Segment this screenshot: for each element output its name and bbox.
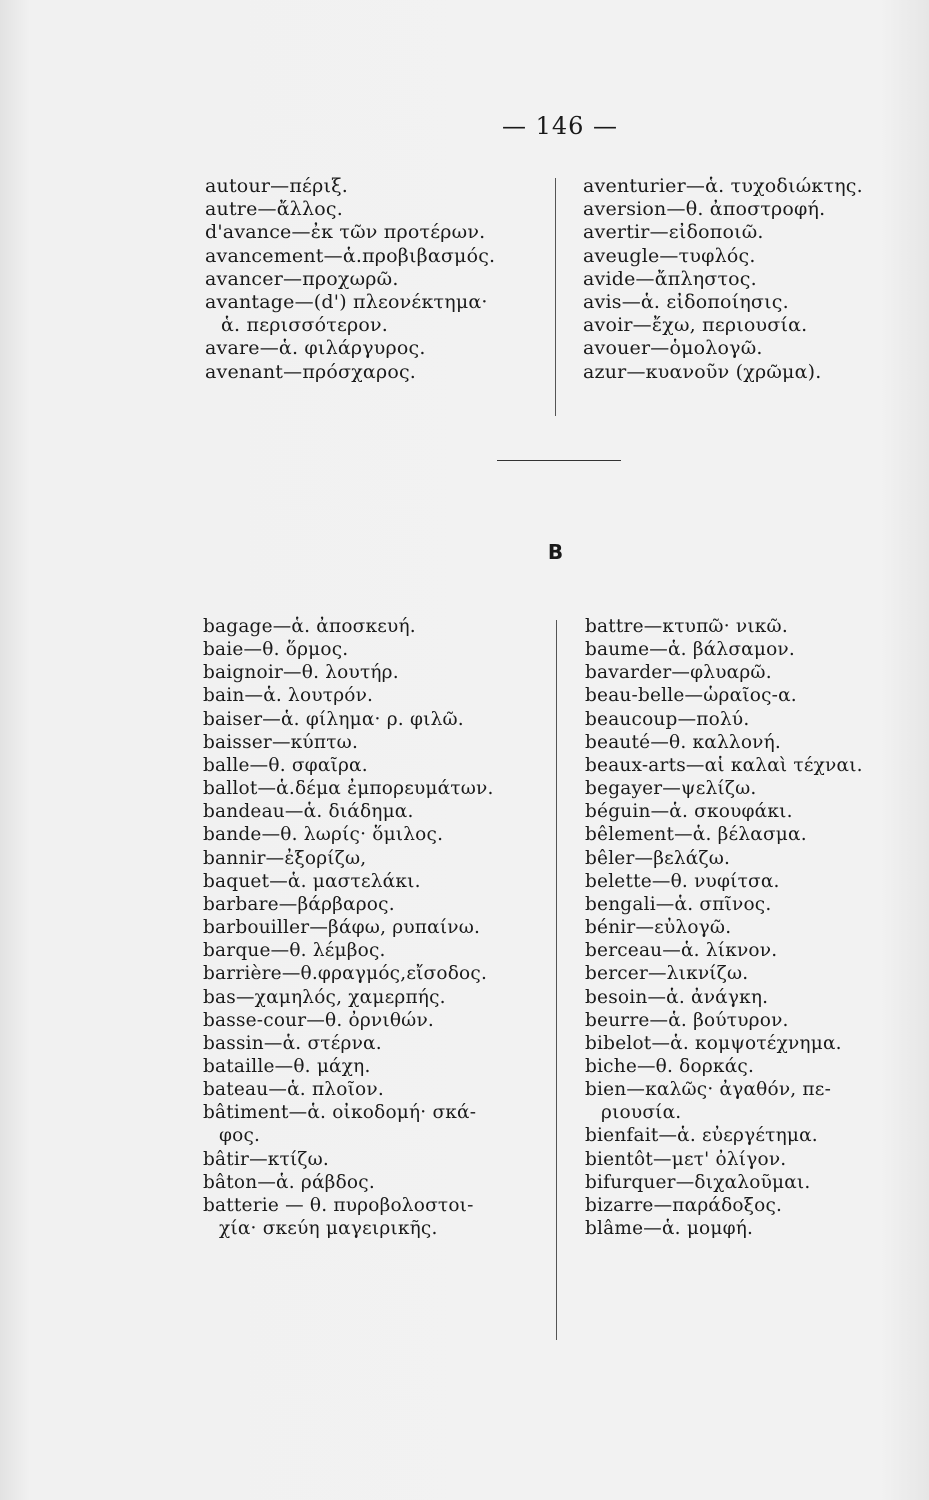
dictionary-entry: baie—θ. ὅρμος. <box>203 639 349 661</box>
column-divider <box>556 620 557 1340</box>
dictionary-entry: bêlement—ἁ. βέλασμα. <box>585 824 807 846</box>
dictionary-entry: avenant—πρόσχαρος. <box>205 360 417 383</box>
dictionary-entry: bâtir—κτίζω. <box>203 1148 330 1170</box>
dictionary-entry: barrière—θ.φραγμός,εἴσοδος. <box>203 963 488 985</box>
dictionary-entry: batterie — θ. πυροβολοστοι- <box>203 1194 474 1216</box>
dictionary-entry-continuation: ριουσία. <box>601 1102 682 1124</box>
dictionary-entry: beurre—ἁ. βούτυρον. <box>585 1009 789 1031</box>
dictionary-entry: avis—ἁ. εἰδοποίησις. <box>583 291 789 314</box>
dictionary-entry: avide—ἄπληστος. <box>583 267 757 290</box>
dictionary-entry: bannir—ἐξορίζω, <box>203 847 367 869</box>
dictionary-entry: begayer—ψελίζω. <box>585 778 757 800</box>
dictionary-entry: beaucoup—πολύ. <box>585 708 750 730</box>
dictionary-entry: bas—χαμηλός, χαμερπής. <box>203 986 446 1008</box>
dictionary-entry-continuation: φος. <box>219 1125 261 1147</box>
dictionary-entry: battre—κτυπῶ· νικῶ. <box>585 616 788 637</box>
dictionary-entry: bifurquer—διχαλοῦμαι. <box>585 1171 811 1193</box>
dictionary-entry: bavarder—φλυαρῶ. <box>585 662 772 684</box>
dictionary-entry: bien—καλῶς· ἀγαθόν, πε- <box>585 1079 832 1101</box>
dictionary-entry: beau-belle—ὡραῖος-α. <box>585 685 797 707</box>
dictionary-entry: blâme—ἁ. μομφή. <box>585 1218 754 1240</box>
dictionary-entry: bienfait—ἁ. εὐεργέτημα. <box>585 1125 818 1147</box>
dictionary-entry: azur—κυανοῦν (χρῶμα). <box>583 360 822 383</box>
column-a-left <box>205 175 495 384</box>
section-heading: B <box>547 540 563 564</box>
dictionary-entry: baisser—κύπτω. <box>203 731 359 753</box>
dictionary-entry: bizarre—παράδοξος. <box>585 1194 783 1216</box>
dictionary-entry: beaux-arts—αἱ καλαὶ τέχναι. <box>585 754 863 776</box>
dictionary-entry: aveugle—τυφλός. <box>583 244 756 267</box>
dictionary-entry: bénir—εὐλογῶ. <box>585 917 732 939</box>
dictionary-entry: aversion—θ. ἀποστροφή. <box>583 198 826 221</box>
dictionary-entry: barbare—βάρβαρος. <box>203 893 395 915</box>
dictionary-entry: basse-cour—θ. ὀρνιθών. <box>203 1009 434 1031</box>
dictionary-entry: aventurier—ἁ. τυχοδιώκτης. <box>583 175 863 197</box>
dictionary-entry: bandeau—ἁ. διάδημα. <box>203 801 414 823</box>
dictionary-entry: avare—ἁ. φιλάργυρος. <box>205 337 426 360</box>
dictionary-entry: besoin—ἁ. ἀνάγκη. <box>585 986 769 1008</box>
page-number: — 146 — <box>501 112 619 140</box>
dictionary-entry: avantage—(d') πλεονέκτημα· <box>205 291 488 314</box>
dictionary-entry: bengali—ἁ. σπῖνος. <box>585 893 772 915</box>
dictionary-entry: avouer—ὁμολογῶ. <box>583 337 763 360</box>
dictionary-entry: bêler—βελάζω. <box>585 847 731 869</box>
column-b-left <box>203 615 494 1240</box>
dictionary-entry: béguin—ἁ. σκουφάκι. <box>585 801 793 823</box>
dictionary-entry: beauté—θ. καλλονή. <box>585 731 781 753</box>
dictionary-entry: avertir—εἰδοποιῶ. <box>583 221 764 244</box>
dictionary-entry: bagage—ἁ. ἀποσκευή. <box>203 616 416 637</box>
dictionary-entry: bataille—θ. μάχη. <box>203 1055 371 1077</box>
dictionary-entry: bâtiment—ἁ. οἰκοδομή· σκά- <box>203 1102 477 1124</box>
dictionary-entry-continuation: ἁ. περισσότερον. <box>221 314 388 337</box>
dictionary-entry: belette—θ. νυφίτσα. <box>585 870 780 892</box>
dictionary-entry: autre—ἄλλος. <box>205 198 343 221</box>
dictionary-entry: ballot—ἁ.δέμα ἐμπορευμάτων. <box>203 778 494 800</box>
column-a-right <box>583 175 863 384</box>
dictionary-entry: avancement—ἁ.προβιβασμός. <box>205 244 496 267</box>
dictionary-entry: bâton—ἁ. ράβδος. <box>203 1171 375 1193</box>
dictionary-entry: bateau—ἁ. πλοῖον. <box>203 1079 384 1101</box>
section-separator <box>497 460 621 461</box>
dictionary-entry: baume—ἁ. βάλσαμον. <box>585 639 795 661</box>
dictionary-entry: barbouiller—βάφω, ρυπαίνω. <box>203 917 481 939</box>
column-divider <box>555 178 556 416</box>
dictionary-entry: bassin—ἁ. στέρνα. <box>203 1032 382 1054</box>
dictionary-entry: barque—θ. λέμβος. <box>203 940 386 962</box>
dictionary-entry: bande—θ. λωρίς· ὅμιλος. <box>203 824 444 846</box>
dictionary-entry: avancer—προχωρῶ. <box>205 267 399 290</box>
column-b-right <box>585 615 863 1240</box>
dictionary-entry: baignoir—θ. λουτήρ. <box>203 662 399 684</box>
dictionary-entry: berceau—ἁ. λίκνον. <box>585 940 778 962</box>
dictionary-entry: bain—ἁ. λουτρόν. <box>203 685 374 707</box>
dictionary-entry: avoir—ἔχω, περιουσία. <box>583 314 808 337</box>
dictionary-entry: bercer—λικνίζω. <box>585 963 749 985</box>
dictionary-entry: bientôt—μετ' ὀλίγον. <box>585 1148 787 1170</box>
dictionary-entry: autour—πέριξ. <box>205 175 349 197</box>
dictionary-entry: balle—θ. σφαῖρα. <box>203 754 368 776</box>
dictionary-entry: bibelot—ἁ. κομψοτέχνημα. <box>585 1032 842 1054</box>
dictionary-entry: biche—θ. δορκάς. <box>585 1055 755 1077</box>
dictionary-entry: baiser—ἁ. φίλημα· ρ. φιλῶ. <box>203 708 464 730</box>
dictionary-entry: baquet—ἁ. μαστελάκι. <box>203 870 421 892</box>
dictionary-entry-continuation: χία· σκεύη μαγειρικῆς. <box>219 1218 438 1240</box>
dictionary-entry: d'avance—ἐκ τῶν προτέρων. <box>205 221 486 244</box>
